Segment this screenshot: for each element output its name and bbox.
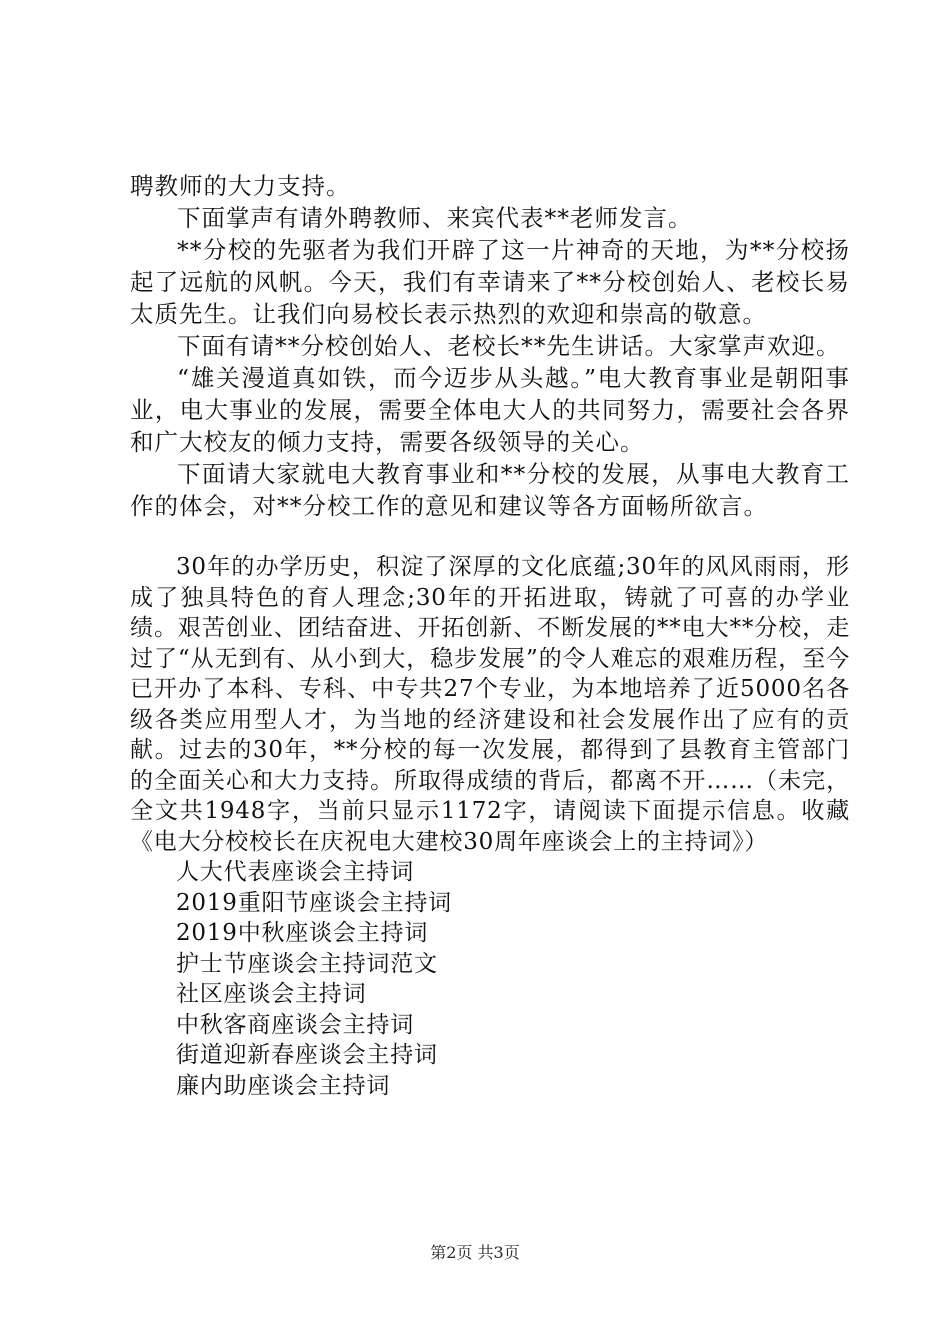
summary-paragraph: 30年的办学历史，积淀了深厚的文化底蕴;30年的风风雨雨，形成了独具特色的育人理念;30年的开拓进取，铸就了可喜的办学业绩。艰苦创业、团结奋进、开拓创新、不断发展的**电大**分校，走过了“从无到有、从小到大，稳步发展”的令人难忘的艰难历程，至今已开办了本科、专科、中专共27个专业，为本地培养了近5000名各级各类应用型人才，为当地的经济建设和社会发展作出了应有的贡献。过去的30年，**分校的每一次发展，都得到了县教育主管部门的全面关心和大力支持。所取得成绩的背后，都离不开……（未完，全文共1948字，当前只显示1172字，请阅读下面提示信息。收藏《电大分校校长在庆祝电大建校30周年座谈会上的主持词》） bbox=[130, 554, 850, 855]
paragraph: 聘教师的大力支持。 bbox=[130, 172, 351, 200]
related-link[interactable]: 人大代表座谈会主持词 bbox=[176, 859, 414, 885]
paragraph: **分校的先驱者为我们开辟了这一片神奇的天地，为**分校扬起了远航的风帆。今天，我们有幸请来了**分校创始人、老校长易太质先生。让我们向易校长表示热烈的欢迎和崇高的敬意。 bbox=[130, 236, 850, 328]
summary-section bbox=[130, 552, 850, 857]
paragraph: 下面请大家就电大教育事业和**分校的发展，从事电大教育工作的体会，对**分校工作的意见和建议等各方面畅所欲言。 bbox=[130, 460, 850, 520]
speech-section bbox=[130, 170, 850, 522]
related-link[interactable]: 2019重阳节座谈会主持词 bbox=[176, 889, 452, 916]
paragraph: “雄关漫道真如铁，而今迈步从头越。”电大教育事业是朝阳事业，电大事业的发展，需要全体电大人的共同努力，需要社会各界和广大校友的倾力支持，需要各级领导的关心。 bbox=[130, 364, 850, 456]
spacer bbox=[130, 522, 850, 552]
related-link[interactable]: 街道迎新春座谈会主持词 bbox=[176, 1042, 438, 1068]
related-links-list bbox=[130, 857, 850, 1101]
related-link[interactable]: 2019中秋座谈会主持词 bbox=[176, 920, 429, 946]
related-link[interactable]: 社区座谈会主持词 bbox=[176, 981, 367, 1007]
paragraph: 下面有请**分校创始人、老校长**先生讲话。大家掌声欢迎。 bbox=[177, 332, 841, 360]
document-page bbox=[130, 170, 850, 1101]
related-link[interactable]: 廉内助座谈会主持词 bbox=[176, 1072, 391, 1099]
page-number-footer: 第2页 共3页 bbox=[430, 1243, 520, 1262]
paragraph: 下面掌声有请外聘教师、来宾代表**老师发言。 bbox=[177, 204, 693, 232]
related-link[interactable]: 中秋客商座谈会主持词 bbox=[176, 1011, 414, 1038]
related-link[interactable]: 护士节座谈会主持词范文 bbox=[176, 950, 438, 977]
